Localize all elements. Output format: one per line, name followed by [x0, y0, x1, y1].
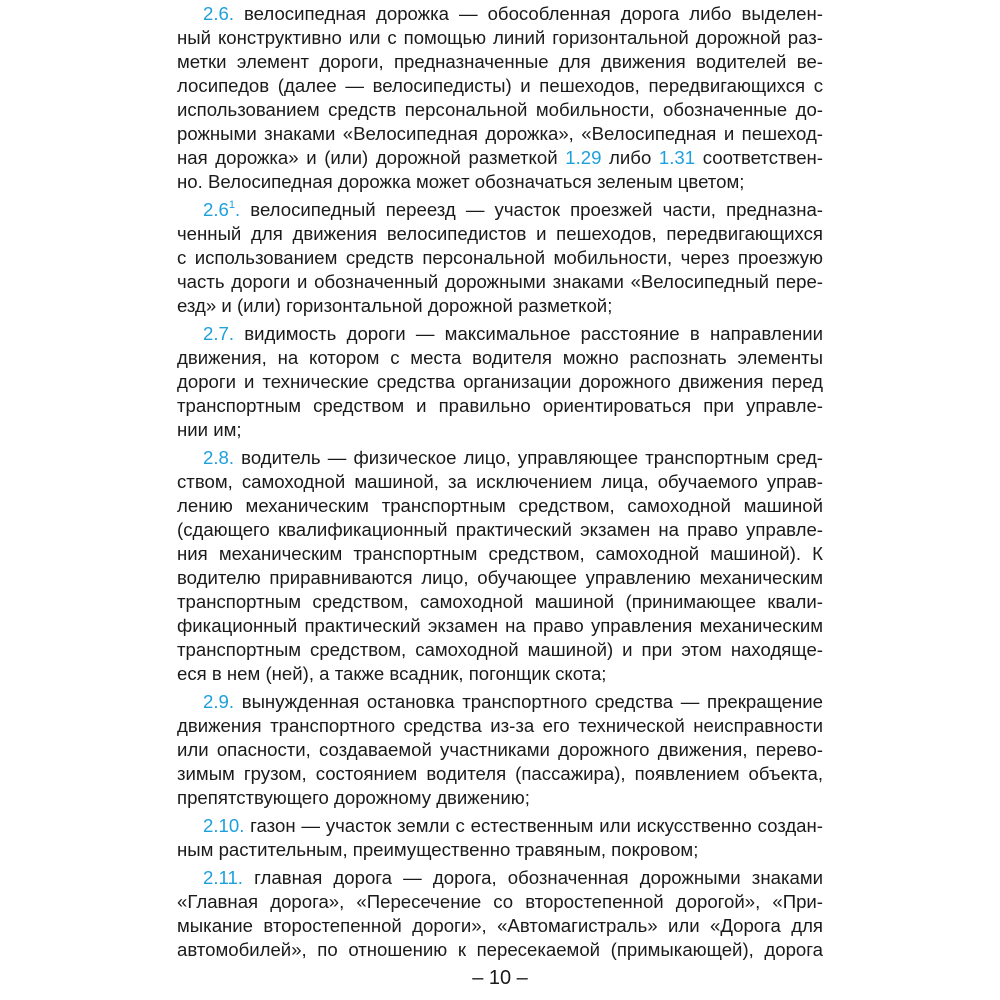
- paragraph-line: (сдающего квалификационный практический экзамен на право управле-: [177, 519, 823, 540]
- paragraph-line: ством, самоходной машиной, за исключением лица, обучаемого управ-: [177, 471, 823, 492]
- marking-reference-link[interactable]: 1.31: [658, 147, 696, 168]
- paragraph-line: [177, 2, 823, 26]
- clause-number: 2.6.: [203, 3, 235, 24]
- clause-text: видимость дороги — максимальное расстояние в направлении: [244, 323, 823, 344]
- page-number: – 10 –: [472, 967, 528, 989]
- clause-text: велосипедный переезд — участок проезжей части, предназна-: [250, 199, 823, 220]
- paragraph-line: [177, 814, 823, 838]
- paragraph-line: дороги и технические средства организации дорожного движения перед: [177, 371, 823, 392]
- paragraph-line: [177, 198, 823, 222]
- paragraph-line: [177, 690, 823, 714]
- paragraph-line: использованием средств персональной мобильности, обозначенные до-: [177, 99, 823, 120]
- marking-reference-link[interactable]: 1.29: [565, 147, 602, 168]
- paragraph-line: еся в нем (ней), а также всадник, погонщик скота;: [177, 663, 607, 684]
- paragraph-line: препятствующего дорожному движению;: [177, 787, 530, 808]
- document-page: [177, 0, 823, 1000]
- paragraph-line: ченный для движения велосипедистов и пешеходов, передвигающихся: [177, 223, 823, 244]
- paragraph-line: [177, 866, 823, 890]
- clause-number: 2.11.: [203, 867, 243, 888]
- paragraph-line: часть дороги и обозначенный дорожными знаками «Велосипедный пере-: [177, 271, 823, 292]
- paragraph-line: с использованием средств персональной мобильности, через проезжую: [177, 247, 823, 268]
- paragraph-line: [177, 322, 823, 346]
- clause-number: 2.10.: [203, 815, 245, 836]
- paragraph-line: ный конструктивно или с помощью линий горизонтальной дорожной раз-: [177, 27, 823, 48]
- paragraph-line: но. Велосипедная дорожка может обозначаться зеленым цветом;: [177, 171, 745, 192]
- clause-text: водитель — физическое лицо, управляющее транспортным сред-: [241, 447, 823, 468]
- paragraph-line: транспортным средством, самоходной машиной (принимающее квали-: [177, 591, 823, 612]
- paragraph-line: ным растительным, преимущественно травяным, покровом;: [177, 839, 699, 860]
- paragraph-line: [177, 446, 823, 470]
- paragraph-line: транспортным средством и правильно ориентироваться при управле-: [177, 395, 823, 416]
- paragraph-line: зимым грузом, состоянием водителя (пассажира), появлением объекта,: [177, 763, 823, 784]
- paragraph-line: или опасности, создаваемой участниками дорожного движения, перево-: [177, 739, 823, 760]
- clause-text: вынужденная остановка транспортного средства — прекращение: [241, 691, 824, 712]
- clause-text: главная дорога — дорога, обозначенная дорожными знаками: [254, 867, 823, 888]
- clause-number: 2.7.: [203, 323, 235, 344]
- paragraph-line: рожными знаками «Велосипедная дорожка», «Велосипедная и пешеход-: [177, 123, 823, 144]
- paragraph-line: движения транспортного средства из-за его технической неисправности: [177, 715, 823, 736]
- paragraph-line: лосипедов (далее — велосипедисты) и пешеходов, передвигающихся с: [177, 75, 823, 96]
- clause-text: газон — участок земли с естественным или искусственно создан-: [250, 815, 823, 836]
- paragraph-line: «Главная дорога», «Пересечение со второстепенной дорогой», «При-: [177, 891, 823, 912]
- paragraph-line: автомобилей», по отношению к пересекаемой (примыкающей), дорога: [177, 939, 823, 960]
- paragraph-line: ния механическим транспортным средством, самоходной машиной). К: [177, 543, 823, 564]
- clause-number: 2.8.: [203, 447, 235, 468]
- paragraph-line: фикационный практический экзамен на право управления механическим: [177, 615, 823, 636]
- paragraph-line: езд» и (или) горизонтальной дорожной разметкой;: [177, 295, 613, 316]
- paragraph-line: [177, 146, 823, 170]
- clause-text: соответствен-: [695, 147, 823, 168]
- paragraph-line: мыкание второстепенной дороги», «Автомагистраль» или «Дорога для: [177, 915, 823, 936]
- paragraph-line: водителю приравниваются лицо, обучающее управлению механическим: [177, 567, 823, 588]
- clause-number: 2.9.: [203, 691, 235, 712]
- paragraph-line: метки элемент дороги, предназначенные для движения водителей ве-: [177, 51, 823, 72]
- clause-text: либо: [601, 147, 659, 168]
- paragraph-line: транспортным средством, самоходной машиной) и при этом находяще-: [177, 639, 823, 660]
- paragraph-line: лению механическим транспортным средством, самоходной машиной: [177, 495, 823, 516]
- paragraph-line: нии им;: [177, 419, 242, 440]
- clause-text: велосипедная дорожка — обособленная дорога либо выделен-: [244, 3, 823, 24]
- paragraph-line: движения, на котором с места водителя можно распознать элементы: [177, 347, 823, 368]
- clause-number: $2.6^1$.: [203, 199, 241, 220]
- clause-text: ная дорожка» и (или) дорожной разметкой: [177, 147, 566, 168]
